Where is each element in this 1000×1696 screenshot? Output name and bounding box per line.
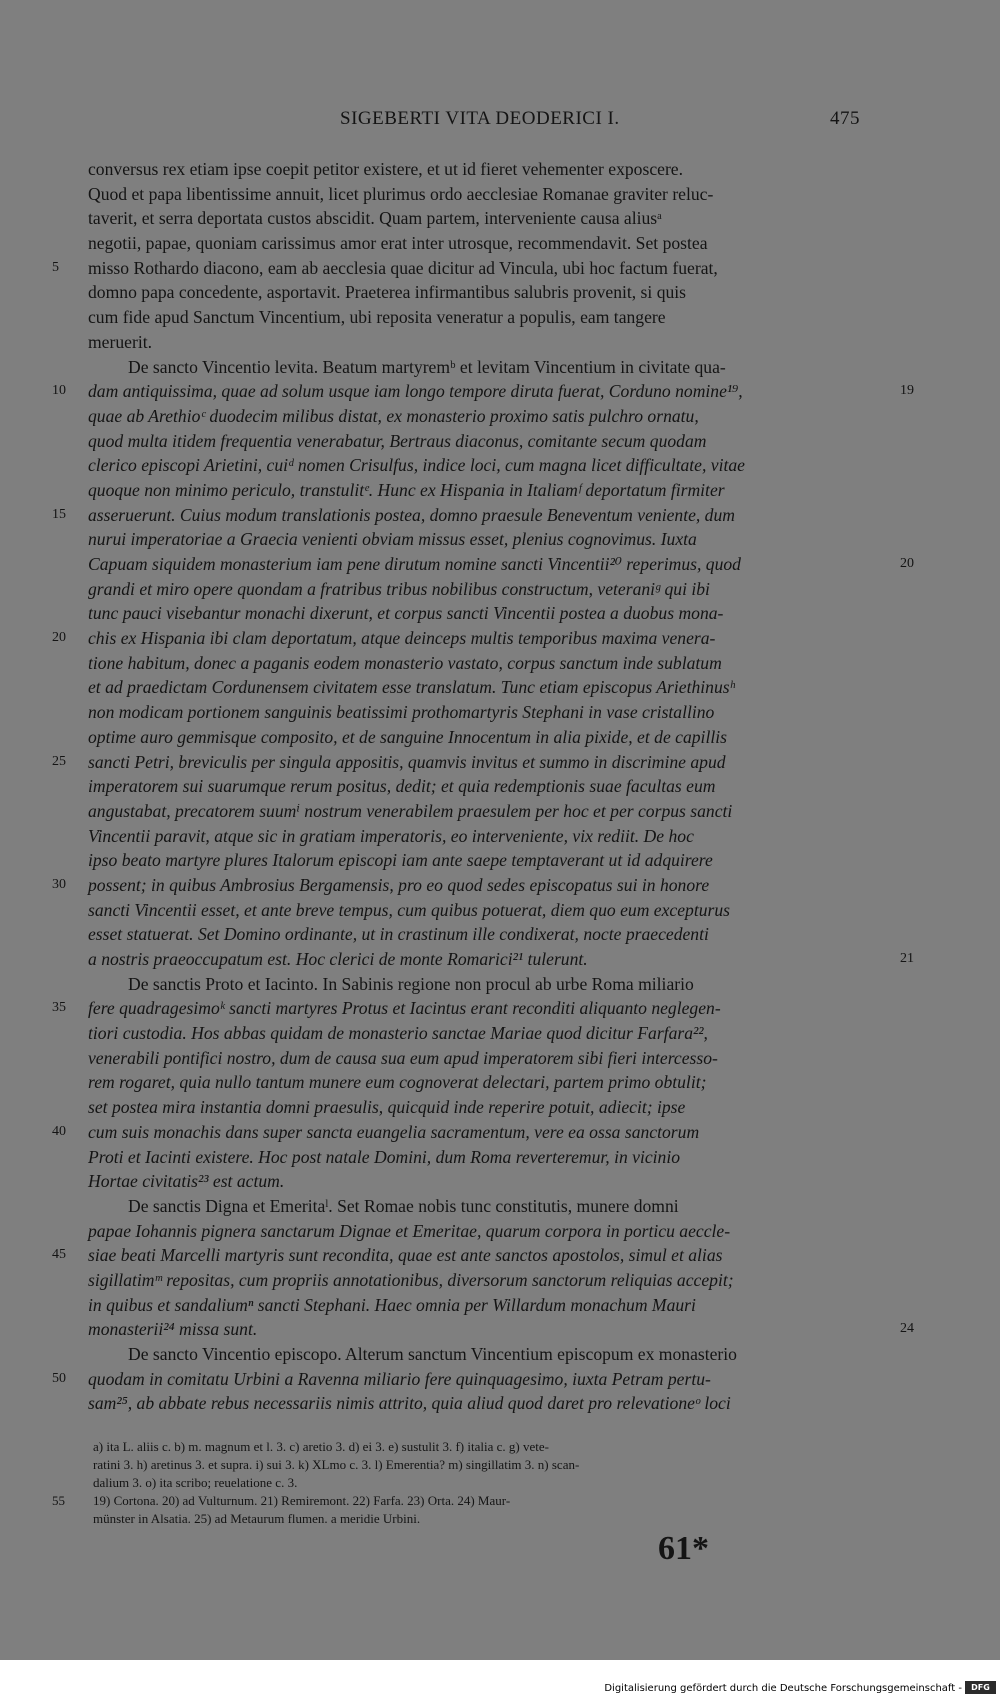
line-text: venerabili pontifici nostro, dum de causa sua eum apud imperatorem sibi fieri intercesso- xyxy=(88,1047,718,1068)
line-text: rem rogaret, quia nullo tantum munere eum cognoverat delectari, partem primo obtulit; xyxy=(88,1072,707,1093)
text-line xyxy=(0,750,1000,775)
line-text: siae beati Marcelli martyris sunt recondita, quae est ante sanctos apostolos, simul et alias xyxy=(88,1245,723,1266)
line-text: quoque non minimo periculo, transtulitᵉ. Hunc ex Hispania in Italiamᶠ deportatum firmiter xyxy=(88,479,725,500)
line-text: conversus rex etiam ipse coepit petitor existere, et ut id fieret vehementer exposcere. xyxy=(88,159,684,179)
line-text: ipso beato martyre plures Italorum episcopi iam ante saepe temptaverant ut id adquirere xyxy=(88,850,713,871)
text-line xyxy=(0,1219,1000,1244)
text-line xyxy=(0,675,1000,700)
footnote-line xyxy=(0,1438,1000,1456)
line-text: quod multa itidem frequentia venerabatur, Bertraus diaconus, comitante secum quodam xyxy=(88,430,707,451)
text-line xyxy=(0,824,1000,849)
text-line xyxy=(0,700,1000,725)
text-line xyxy=(0,478,1000,503)
text-line xyxy=(0,355,1000,380)
text-line xyxy=(0,898,1000,923)
line-text: monasterii²⁴ missa sunt. xyxy=(88,1319,258,1340)
line-text: clerico episcopi Arietini, cuiᵈ nomen Crisulfus, indice loci, cum magna licet difficultate, vitae xyxy=(88,455,745,476)
line-text: meruerit. xyxy=(88,331,152,352)
text-line xyxy=(0,330,1000,355)
line-text: De sanctis Proto et Iacinto. In Sabinis regione non procul ab urbe Roma miliario xyxy=(128,973,694,994)
line-text: angustabat, precatorem suumⁱ nostrum venerabilem praesulem per hoc et per corpus sancti xyxy=(88,800,733,821)
dfg-logo-icon: DFG xyxy=(965,1681,996,1694)
line-text: De sancto Vincentio episcopo. Alterum sanctum Vincentium episcopum ex monasterio xyxy=(128,1344,737,1364)
text-line xyxy=(0,527,1000,552)
line-text: in quibus et sandaliumⁿ sancti Stephani. Haec omnia per Willardum monachum Mauri xyxy=(88,1294,696,1315)
text-line xyxy=(0,379,1000,404)
text-line xyxy=(0,996,1000,1021)
text-line xyxy=(0,601,1000,626)
text-line xyxy=(0,453,1000,478)
line-text: tione habitum, donec a paganis eodem monasterio vastato, corpus sanctum inde sublatum xyxy=(88,652,722,673)
line-number-left: 30 xyxy=(52,876,66,892)
line-number-left: 20 xyxy=(52,630,66,646)
footnote-line xyxy=(0,1474,1000,1492)
line-text: cum suis monachis dans super sancta euangelia sacramentum, vere ea ossa sanctorum xyxy=(88,1121,700,1142)
line-text: sam²⁵, ab abbate rebus necessariis nimis attrito, quia aliud quod daret pro relevationeᵒ loci xyxy=(88,1393,731,1414)
line-number-left: 10 xyxy=(52,383,66,399)
line-text: misso Rothardo diacono, eam ab aecclesia quae dicitur ad Vincula, ubi hoc factum fuerat, xyxy=(88,257,718,278)
text-line xyxy=(0,1021,1000,1046)
text-line xyxy=(0,206,1000,231)
text-line xyxy=(0,1293,1000,1318)
footnote-text: dalium 3. o) ita scribo; reuelatione c. 3. xyxy=(93,1475,298,1490)
running-title: SIGEBERTI VITA DEODERICI I. xyxy=(340,108,620,129)
line-number-right: 24 xyxy=(900,1321,914,1337)
line-text: Capuam siquidem monasterium iam pene dirutum nomine sancti Vincentii²⁰ reperimus, quod xyxy=(88,554,741,574)
line-number-left: 15 xyxy=(52,506,66,522)
line-text: et ad praedictam Cordunensem civitatem esse translatum. Tunc etiam episcopus Ariethinusʰ xyxy=(88,677,735,698)
text-line xyxy=(0,1268,1000,1293)
line-text: imperatorem sui suarumque rerum positus, dedit; et quia redemptionis suae facultas eum xyxy=(88,776,716,797)
text-line xyxy=(0,651,1000,676)
text-line xyxy=(0,1317,1000,1342)
line-number-left: 5 xyxy=(52,259,59,275)
footnote-text: ratini 3. h) aretinus 3. et supra. i) sui 3. k) XLmo c. 3. l) Emerentia? m) singillatim 3. n) scan- xyxy=(93,1457,580,1472)
text-line xyxy=(0,1095,1000,1120)
text-line xyxy=(0,1342,1000,1367)
line-text: optime auro gemmisque composito, et de sanguine Innocentum in alia pixide, et de capillis xyxy=(88,726,727,747)
text-line xyxy=(0,947,1000,972)
text-line xyxy=(0,1046,1000,1071)
text-line xyxy=(0,799,1000,824)
line-text: non modicam portionem sanguinis beatissimi prothomartyris Stephani in vase cristallino xyxy=(88,702,715,723)
sheet-signature: 61* xyxy=(658,1530,709,1567)
line-number-left: 25 xyxy=(52,753,66,769)
line-text: Quod et papa libentissime annuit, licet plurimus ordo aecclesiae Romanae graviter reluc- xyxy=(88,183,714,204)
line-text: Vincentii paravit, atque sic in gratiam imperatoris, eo interveniente, vix rediit. De hoc xyxy=(88,825,694,846)
text-line xyxy=(0,503,1000,528)
line-text: quodam in comitatu Urbini a Ravenna miliario fere quinquagesimo, iuxta Petram pertu- xyxy=(88,1368,711,1389)
text-line xyxy=(0,1120,1000,1145)
footnote-text: a) ita L. aliis c. b) m. magnum et l. 3. c) aretio 3. d) ei 3. e) sustulit 3. f) italia c. g) vete- xyxy=(93,1439,549,1454)
line-number-left: 55 xyxy=(52,1493,65,1508)
text-line xyxy=(0,552,1000,577)
text-line xyxy=(0,1391,1000,1416)
funding-credit: Digitalisierung gefördert durch die Deutsche Forschungsgemeinschaft - xyxy=(604,1683,962,1694)
line-text: nurui imperatoriae a Graecia venienti obviam missus esset, plenius cognovimus. Iuxta xyxy=(88,529,697,550)
text-line xyxy=(0,1169,1000,1194)
text-line xyxy=(0,429,1000,454)
text-line xyxy=(0,774,1000,799)
line-text: De sancto Vincentio levita. Beatum martyremᵇ et levitam Vincentium in civitate qua- xyxy=(128,356,726,377)
line-text: De sanctis Digna et Emeritaˡ. Set Romae nobis tunc constitutis, munere domni xyxy=(128,1195,679,1216)
line-text: Proti et Iacinti existere. Hoc post natale Domini, dum Roma reverteremur, in vicinio xyxy=(88,1146,681,1167)
line-number-right: 21 xyxy=(900,951,914,966)
line-number-left: 35 xyxy=(52,1000,66,1016)
footnote-text: 19) Cortona. 20) ad Vulturnum. 21) Remiremont. 22) Farfa. 23) Orta. 24) Maur- xyxy=(93,1493,511,1508)
line-number-left: 45 xyxy=(52,1247,66,1263)
line-number-left: 40 xyxy=(52,1123,66,1139)
text-line xyxy=(0,873,1000,898)
line-text: dam antiquissima, quae ad solum usque iam longo tempore diruta fuerat, Corduno nomine¹⁹, xyxy=(88,381,743,402)
text-line xyxy=(0,922,1000,947)
line-number-right: 20 xyxy=(900,556,914,571)
line-text: grandi et miro opere quondam a fratribus tribus nobilibus constructum, veteraniᵍ qui ibi xyxy=(88,578,710,599)
text-line xyxy=(0,725,1000,750)
line-text: chis ex Hispania ibi clam deportatum, atque deinceps multis temporibus maxima venera- xyxy=(88,628,716,649)
text-line xyxy=(0,1145,1000,1170)
line-number-left: 50 xyxy=(52,1370,66,1386)
line-text: sancti Petri, breviculis per singula appositis, quamvis invitus et summo in discrimine apud xyxy=(88,751,726,772)
line-text: negotii, papae, quoniam carissimus amor erat inter utrosque, recommendavit. Set postea xyxy=(88,233,708,254)
text-line xyxy=(0,577,1000,602)
text-line xyxy=(0,1070,1000,1095)
line-text: asseruerunt. Cuius modum translationis postea, domno praesule Beneventum veniente, dum xyxy=(88,504,735,525)
text-line xyxy=(0,1367,1000,1392)
line-text: possent; in quibus Ambrosius Bergamensis, pro eo quod sedes episcopatus sui in honore xyxy=(88,874,710,895)
line-text: tunc pauci visebantur monachi dixerunt, et corpus sancti Vincentii postea a duobus mona- xyxy=(88,603,724,624)
line-text: tiori custodia. Hos abbas quidam de monasterio sanctae Mariae quod dicitur Farfara²², xyxy=(88,1023,708,1044)
line-text: Hortae civitatis²³ est actum. xyxy=(88,1171,285,1192)
footnote-line xyxy=(0,1510,1000,1528)
text-line xyxy=(0,626,1000,651)
line-text: esset statuerat. Set Domino ordinante, ut in crastinum ille condixerat, nocte praecedenti xyxy=(88,924,709,945)
line-text: sancti Vincentii esset, et ante breve tempus, cum quibus potuerat, diem quo eum excepturus xyxy=(88,899,731,920)
text-line xyxy=(0,848,1000,873)
line-text: domno papa concedente, asportavit. Praeterea infirmantibus salubris provenit, si quis xyxy=(88,282,687,303)
text-line xyxy=(0,404,1000,429)
line-text: cum fide apud Sanctum Vincentium, ubi reposita veneratur a populis, eam tangere xyxy=(88,307,666,328)
line-text: a nostris praeoccupatum est. Hoc clerici de monte Romarici²¹ tulerunt. xyxy=(88,949,588,969)
text-line xyxy=(0,1194,1000,1219)
footnote-line xyxy=(0,1456,1000,1474)
body-text xyxy=(0,157,1000,1416)
line-number-right: 19 xyxy=(900,383,914,399)
text-line xyxy=(0,182,1000,207)
text-line xyxy=(0,256,1000,281)
footnote-line xyxy=(0,1492,1000,1510)
line-text: quae ab Arethioᶜ duodecim milibus distat, ex monasterio proximo satis pulchro ornatu, xyxy=(88,405,699,426)
line-text: taverit, et serra deportata custos abscidit. Quam partem, interveniente causa aliusᵃ xyxy=(88,208,662,229)
text-line xyxy=(0,305,1000,330)
text-line xyxy=(0,972,1000,997)
text-line xyxy=(0,1243,1000,1268)
text-line xyxy=(0,280,1000,305)
line-text: sigillatimᵐ repositas, cum propriis annotationibus, diversorum sanctorum reliquias accepit; xyxy=(88,1269,734,1290)
text-line xyxy=(0,231,1000,256)
footnotes xyxy=(0,1438,1000,1528)
line-text: papae Iohannis pignera sanctarum Dignae et Emeritae, quarum corpora in porticu aeccle- xyxy=(88,1220,731,1241)
line-text: set postea mira instantia domni praesulis, quicquid inde reperire potuit, adiecit; ipse xyxy=(88,1097,686,1118)
text-line xyxy=(0,157,1000,182)
footnote-text: münster in Alsatia. 25) ad Metaurum flumen. a meridie Urbini. xyxy=(93,1511,421,1526)
line-text: fere quadragesimoᵏ sancti martyres Protus et Iacintus erant reconditi aliquanto neglegen- xyxy=(88,998,721,1019)
page-number: 475 xyxy=(830,108,860,129)
